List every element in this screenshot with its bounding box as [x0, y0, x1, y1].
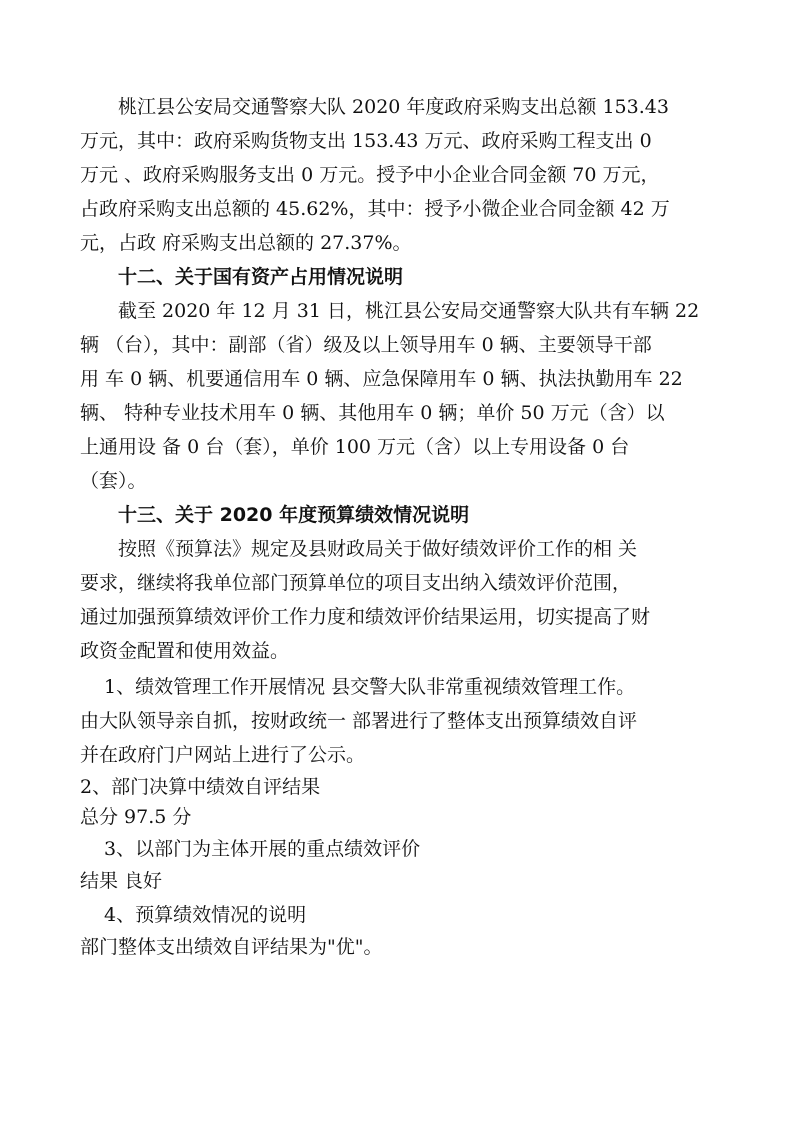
procurement-line-5: 元，占政 府采购支出总额的 27.37%。 — [80, 232, 412, 254]
item-4-line-2: 部门整体支出绩效自评结果为"优"。 — [80, 936, 383, 958]
assets-line-3: 用 车 0 辆、机要通信用车 0 辆、应急保障用车 0 辆、执法执勤用车 22 — [80, 368, 683, 390]
performance-line-3: 通过加强预算绩效评价工作力度和绩效评价结果运用，切实提高了财 — [80, 606, 651, 628]
item-1-line-3: 并在政府门户网站上进行了公示。 — [80, 744, 366, 766]
assets-line-1: 截至 2020 年 12 月 31 日，桃江县公安局交通警察大队共有车辆 22 — [118, 300, 700, 322]
procurement-line-4: 占政府采购支出总额的 45.62%，其中：授予小微企业合同金额 42 万 — [80, 198, 670, 220]
assets-line-4: 辆、 特种专业技术用车 0 辆、其他用车 0 辆；单价 50 万元（含）以 — [80, 402, 665, 424]
procurement-line-1: 桃江县公安局交通警察大队 2020 年度政府采购支出总额 153.43 — [118, 96, 669, 118]
performance-line-1: 按照《预算法》规定及县财政局关于做好绩效评价工作的相 关 — [118, 538, 638, 560]
assets-line-2: 辆 （台），其中：副部（省）级及以上领导用车 0 辆、主要领导干部 — [80, 334, 652, 356]
item-4-line-1: 4、预算绩效情况的说明 — [104, 904, 307, 926]
heading-state-assets: 十二、关于国有资产占用情况说明 — [118, 266, 404, 288]
item-2-line-2: 总分 97.5 分 — [80, 806, 192, 828]
item-3-line-1: 3、以部门为主体开展的重点绩效评价 — [104, 838, 421, 860]
item-1-line-2: 由大队领导亲自抓，按财政统一 部署进行了整体支出预算绩效自评 — [80, 710, 638, 732]
heading-budget-performance: 十三、关于 2020 年度预算绩效情况说明 — [118, 504, 470, 526]
procurement-line-3: 万元 、政府采购服务支出 0 万元。授予中小企业合同金额 70 万元， — [80, 164, 660, 186]
performance-line-4: 政资金配置和使用效益。 — [80, 640, 290, 662]
procurement-line-2: 万元，其中：政府采购货物支出 153.43 万元、政府采购工程支出 0 — [80, 130, 652, 152]
item-1-line-1: 1、绩效管理工作开展情况 县交警大队非常重视绩效管理工作。 — [104, 676, 636, 698]
assets-line-5: 上通用设 备 0 台（套），单价 100 万元（含）以上专用设备 0 台 — [80, 436, 630, 458]
item-2-line-1: 2、部门决算中绩效自评结果 — [80, 776, 321, 798]
assets-line-6: （套）。 — [80, 470, 147, 492]
item-3-line-2: 结果 良好 — [80, 870, 163, 892]
performance-line-2: 要求，继续将我单位部门预算单位的项目支出纳入绩效评价范围， — [80, 572, 632, 594]
